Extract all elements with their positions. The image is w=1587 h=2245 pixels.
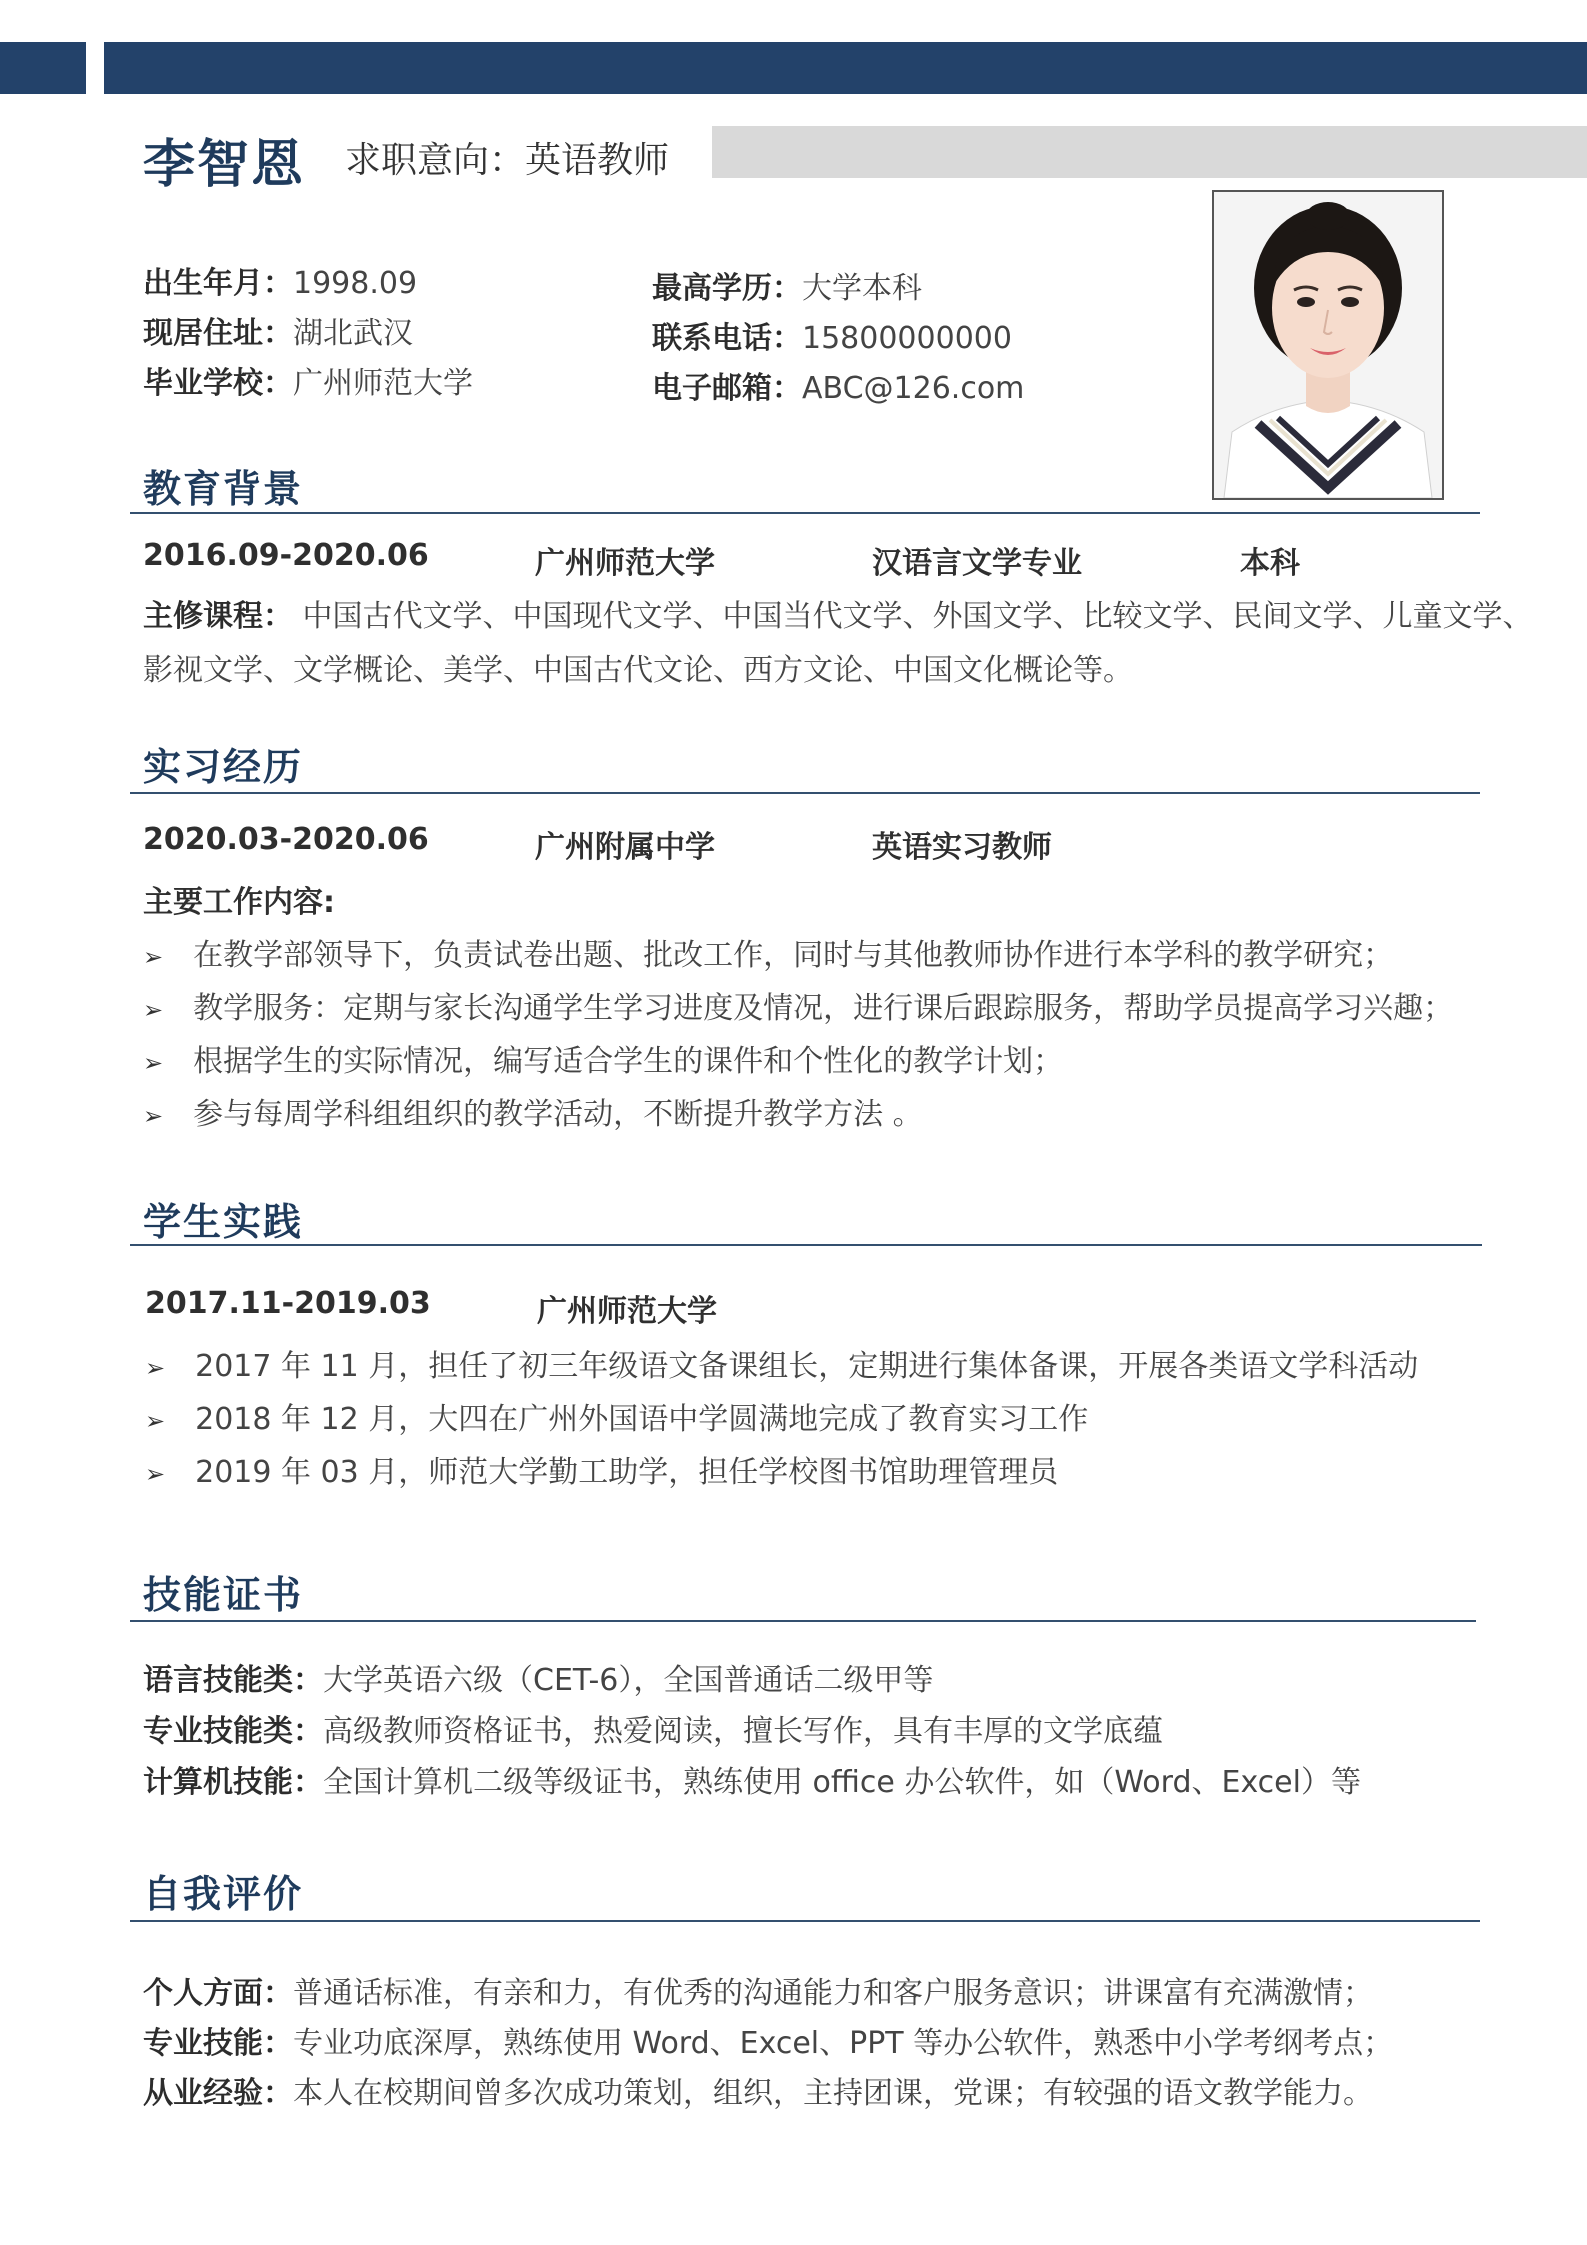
- header-bar-left: [0, 42, 86, 94]
- skill-item: 专业技能类：高级教师资格证书，热爱阅读，擅长写作，具有丰厚的文学底蕴: [143, 1714, 1163, 1749]
- list-item: ➢ 根据学生的实际情况，编写适合学生的课件和个性化的教学计划；: [143, 1044, 1064, 1079]
- courses-line-2: 影视文学、文学概论、美学、中国古代文论、西方文论、中国文化概论等。: [143, 653, 1133, 688]
- info-residence: 现居住址：湖北武汉: [143, 316, 413, 351]
- education-degree: 本科: [1240, 546, 1300, 581]
- info-phone: 联系电话：15800000000: [652, 321, 1012, 356]
- internship-org: 广州附属中学: [535, 830, 715, 865]
- job-intent: 求职意向：英语教师: [345, 140, 670, 181]
- title-gray-strip: [712, 126, 1587, 178]
- list-item: ➢ 2017 年 11 月，担任了初三年级语文备课组长，定期进行集体备课，开展各类语文学科活动: [145, 1349, 1419, 1384]
- list-item: ➢ 参与每周学科组组织的教学活动，不断提升教学方法 。: [143, 1097, 923, 1132]
- skill-item: 语言技能类：大学英语六级（CET-6），全国普通话二级甲等: [143, 1663, 934, 1698]
- education-period: 2016.09-2020.06: [143, 538, 429, 573]
- education-school: 广州师范大学: [535, 546, 715, 581]
- section-divider: [130, 1920, 1480, 1922]
- skill-item: 计算机技能：全国计算机二级等级证书，熟练使用 office 办公软件，如（Word、Excel）等: [143, 1765, 1361, 1800]
- section-title-evaluation: 自我评价: [143, 1872, 304, 1916]
- bullet-arrow-icon: ➢: [143, 1102, 164, 1130]
- section-divider: [130, 512, 1480, 514]
- bullet-arrow-icon: ➢: [145, 1407, 166, 1435]
- evaluation-item: 从业经验：本人在校期间曾多次成功策划，组织，主持团课，党课；有较强的语文教学能力。: [143, 2076, 1373, 2111]
- evaluation-item: 个人方面：普通话标准，有亲和力，有优秀的沟通能力和客户服务意识；讲课富有充满激情；: [143, 1976, 1373, 2011]
- bullet-arrow-icon: ➢: [143, 943, 164, 971]
- list-item: ➢ 在教学部领导下，负责试卷出题、批改工作，同时与其他教师协作进行本学科的教学研究；: [143, 938, 1394, 973]
- candidate-name: 李智恩: [143, 135, 306, 195]
- practice-period: 2017.11-2019.03: [145, 1286, 431, 1321]
- section-title-internship: 实习经历: [143, 745, 304, 789]
- info-email: 电子邮箱：ABC@126.com: [652, 371, 1025, 406]
- education-major: 汉语言文学专业: [872, 546, 1082, 581]
- list-item: ➢ 2018 年 12 月，大四在广州外国语中学圆满地完成了教育实习工作: [145, 1402, 1089, 1437]
- duties-label: 主要工作内容:: [143, 885, 335, 920]
- section-title-practice: 学生实践: [143, 1200, 304, 1244]
- list-item: ➢ 教学服务：定期与家长沟通学生学习进度及情况，进行课后跟踪服务，帮助学员提高学习兴趣；: [143, 991, 1454, 1026]
- header-bar-right: [104, 42, 1587, 94]
- portrait-illustration: [1214, 192, 1442, 498]
- info-degree: 最高学历：大学本科: [652, 271, 922, 306]
- info-school: 毕业学校：广州师范大学: [143, 366, 473, 401]
- courses-line-1: 主修课程： 中国古代文学、中国现代文学、中国当代文学、外国文学、比较文学、民间文学、儿童文学、: [143, 599, 1533, 634]
- bullet-arrow-icon: ➢: [143, 1049, 164, 1077]
- section-divider: [130, 1244, 1482, 1246]
- internship-role: 英语实习教师: [872, 830, 1052, 865]
- bullet-arrow-icon: ➢: [145, 1354, 166, 1382]
- practice-org: 广州师范大学: [537, 1294, 717, 1329]
- profile-photo: [1212, 190, 1444, 500]
- section-title-education: 教育背景: [143, 467, 304, 511]
- evaluation-item: 专业技能：专业功底深厚，熟练使用 Word、Excel、PPT 等办公软件，熟悉中小学考纲考点；: [143, 2026, 1394, 2061]
- section-title-skills: 技能证书: [143, 1573, 304, 1617]
- internship-period: 2020.03-2020.06: [143, 822, 429, 857]
- section-divider: [130, 1620, 1476, 1622]
- bullet-arrow-icon: ➢: [143, 996, 164, 1024]
- list-item: ➢ 2019 年 03 月，师范大学勤工助学，担任学校图书馆助理管理员: [145, 1455, 1059, 1490]
- info-birth: 出生年月：1998.09: [143, 266, 418, 301]
- section-divider: [130, 792, 1480, 794]
- bullet-arrow-icon: ➢: [145, 1460, 166, 1488]
